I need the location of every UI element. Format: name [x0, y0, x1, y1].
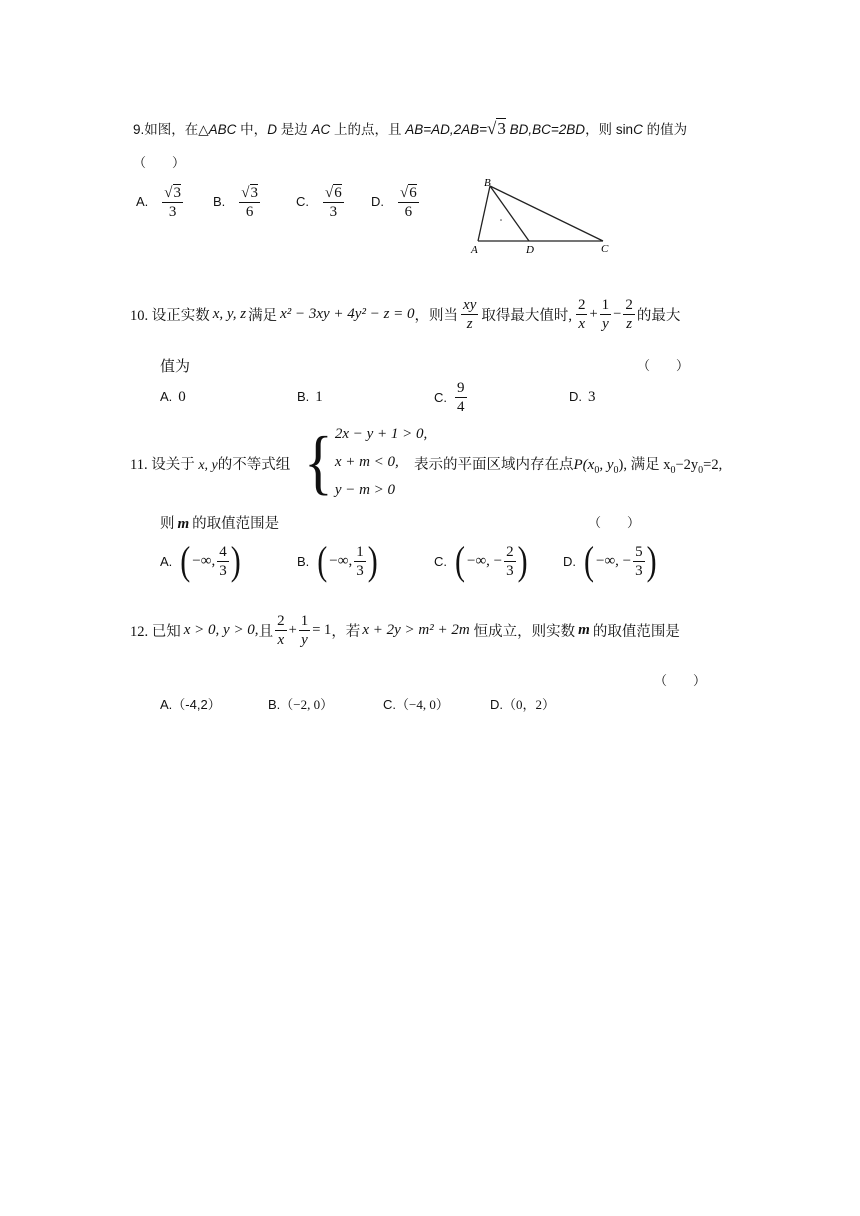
q9-option-c-label: C.	[296, 194, 309, 210]
q11-stem-prefix: 11. 设关于 x, y的不等式组	[130, 457, 291, 473]
q10-option-a: A. 0	[160, 389, 186, 405]
q11-option-b: B. ( −∞, $\frac{1}{3}$ )	[297, 538, 378, 584]
q9-option-b	[213, 184, 260, 221]
q10-stem-line2: 值为	[160, 359, 191, 375]
q11-answer-paren: （ ）	[588, 515, 641, 530]
vertex-label-c: C	[601, 243, 609, 255]
q12-stem: 12. 已知 x > 0, y > 0, 且 $\frac{2}{x}$ + $\frac{1}{y}$ = 1 ，若 x + 2y > m² + 2m 恒成立，则实数 m 的取值范围是	[130, 613, 680, 648]
q10-option-c: C. $\frac{9}{4}$	[434, 380, 465, 415]
q12-option-d: D.（0，2）	[490, 697, 556, 712]
q9-option-d-label: D.	[371, 194, 384, 210]
triangle-figure	[465, 176, 615, 258]
q9-option-a-label: A.	[136, 194, 149, 210]
q9-option-d	[371, 184, 419, 221]
q10-option-d: D. 3	[569, 389, 596, 405]
dot-mark	[500, 219, 502, 221]
q10-option-b: B. 1	[297, 389, 323, 405]
segment-bd	[490, 186, 529, 241]
q11-inequality-system: { 2x − y + 1 > 0, x + m < 0, y − m > 0	[304, 422, 428, 502]
q10-xy-over-z: $\frac{xy}{z}$	[463, 297, 477, 332]
vertex-label-b: B	[484, 177, 491, 189]
q11-option-d: D. ( −∞, − $\frac{5}{3}$ )	[563, 538, 657, 584]
q11-option-a: A. ( −∞, $\frac{4}{3}$ )	[160, 538, 241, 584]
segment-bc	[490, 186, 603, 241]
q9-option-c	[296, 184, 344, 221]
left-brace: {	[304, 422, 333, 502]
q12-answer-paren: （ ）	[654, 673, 707, 688]
q9-option-a-value: $\frac{√3}{3}$	[164, 185, 182, 220]
q9-option-b-label: B.	[213, 194, 226, 210]
q10-answer-paren: （ ）	[637, 358, 690, 373]
q9-stem: 9.如图，在△ABC 中，D 是边 AC 上的点，且 AB=AD,2AB=√3 BD,BC=2BD，则 sinC 的值为	[133, 119, 688, 138]
q12-option-a: A.（-4,2）	[160, 697, 221, 712]
q12-option-b: B.（−2, 0）	[268, 697, 334, 712]
q9-options	[136, 184, 183, 221]
vertex-label-a: A	[471, 244, 478, 256]
q11-option-c: C. ( −∞, − $\frac{2}{3}$ )	[434, 538, 528, 584]
q9-answer-paren: （ ）	[133, 155, 186, 170]
q11-stem-mid: 表示的平面区域内存在点$P(x_0$, $y_0$), 满足 $x_0-2y_0=2$,	[414, 457, 723, 476]
q9-option-d-value: $\frac{√6}{6}$	[400, 185, 417, 220]
q9-option-c-value: $\frac{√6}{3}$	[325, 185, 342, 220]
q10-stem: 10. 设正实数 x, y, z 满足 x² − 3xy + 4y² − z = 0 ，则当 $\frac{xy}{z}$ 取得最大值时, $\frac{2}{x}$ + $\frac{1}{y}$ − $\frac{2}{z}$ 的最大	[130, 297, 681, 332]
q9-option-b-value: $\frac{√3}{6}$	[241, 185, 259, 220]
segment-ab	[478, 186, 490, 241]
vertex-label-d: D	[526, 244, 534, 256]
q11-stem-line2: 则 m 的取值范围是	[160, 516, 280, 532]
q12-option-c: C.（−4, 0）	[383, 697, 449, 712]
